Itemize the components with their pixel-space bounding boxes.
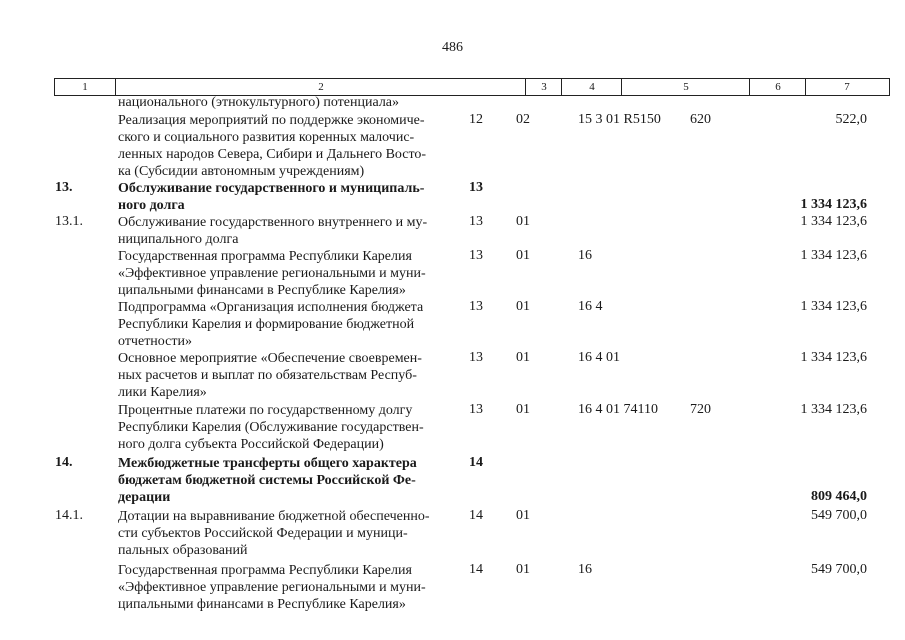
description-line: бюджетам бюджетной системы Российской Фе-: [118, 473, 416, 488]
description-line: Реализация мероприятий по поддержке экономиче-: [118, 113, 425, 128]
col-target-article: 16 4: [578, 299, 603, 314]
col-subsection: 01: [516, 299, 530, 314]
description-line: сти субъектов Российской Федерации и муници-: [118, 526, 408, 541]
col-target-article: 16 4 01: [578, 350, 620, 365]
row-description: [118, 402, 458, 453]
col-amount: 549 700,0: [811, 508, 867, 523]
row-description: [118, 562, 458, 613]
header-col-7: 7: [805, 79, 888, 95]
description-line: «Эффективное управление региональными и муни-: [118, 266, 426, 281]
description-line: ципальными финансами в Республике Карелия»: [118, 597, 406, 612]
col-target-article: 16: [578, 562, 592, 577]
description-line: ного долга: [118, 198, 185, 213]
col-target-article: 15 3 01 R5150: [578, 112, 661, 127]
description-line: дерации: [118, 490, 171, 505]
col-amount: 1 334 123,6: [800, 248, 867, 263]
col-subsection: 01: [516, 214, 530, 229]
page-number: 486: [442, 40, 463, 55]
description-line: ниципального долга: [118, 232, 239, 247]
row-description: [118, 299, 458, 350]
col-subsection: 02: [516, 112, 530, 127]
col-subsection: 01: [516, 248, 530, 263]
description-line: Подпрограмма «Организация исполнения бюджета: [118, 300, 424, 315]
description-line: ципальными финансами в Республике Карелия»: [118, 283, 406, 298]
row-description: [118, 180, 458, 214]
description-line: Обслуживание государственного внутреннего и му-: [118, 215, 428, 230]
row-description: [118, 350, 458, 401]
col-section: 14: [469, 508, 483, 523]
col-amount: 1 334 123,6: [800, 350, 867, 365]
row-number: 14.1.: [55, 508, 83, 523]
row-number: 13.1.: [55, 214, 83, 229]
row-number: 14.: [55, 455, 73, 470]
col-subsection: 01: [516, 508, 530, 523]
description-line: Основное мероприятие «Обеспечение своевремен-: [118, 351, 422, 366]
header-col-2: 2: [115, 79, 526, 95]
col-expense-type: 720: [690, 402, 711, 417]
row-description: [118, 455, 458, 506]
col-amount: 1 334 123,6: [800, 402, 867, 417]
description-line: «Эффективное управление региональными и муни-: [118, 580, 426, 595]
row-number: 13.: [55, 180, 73, 195]
row-description: [118, 508, 458, 559]
description-line: Межбюджетные трансферты общего характера: [118, 456, 417, 471]
description-line: Республики Карелия и формирование бюджетной: [118, 317, 415, 332]
header-col-5: 5: [621, 79, 750, 95]
header-col-1: 1: [82, 81, 88, 93]
description-line: Государственная программа Республики Карелия: [118, 249, 412, 264]
col-amount: 1 334 123,6: [800, 214, 867, 229]
col-amount: 1 334 123,6: [800, 299, 867, 314]
col-amount: 522,0: [835, 112, 867, 127]
header-col-6: 6: [749, 79, 806, 95]
col-target-article: 16 4 01 74110: [578, 402, 658, 417]
col-amount: 809 464,0: [811, 489, 867, 504]
description-line: Процентные платежи по государственному долгу: [118, 403, 413, 418]
header-col-3: 3: [525, 79, 562, 95]
description-line: лики Карелия»: [118, 385, 207, 400]
col-section: 12: [469, 112, 483, 127]
col-section: 13: [469, 214, 483, 229]
row-description: [118, 112, 458, 180]
col-subsection: 01: [516, 402, 530, 417]
col-amount: 549 700,0: [811, 562, 867, 577]
description-line: Дотации на выравнивание бюджетной обеспеченно-: [118, 509, 430, 524]
description-line: ского и социального развития коренных малочис-: [118, 130, 415, 145]
col-subsection: 01: [516, 562, 530, 577]
col-section: 13: [469, 180, 483, 195]
description-line: отчетности»: [118, 334, 192, 349]
col-subsection: 01: [516, 350, 530, 365]
col-section: 13: [469, 350, 483, 365]
col-section: 14: [469, 455, 483, 470]
description-line: ных расчетов и выплат по обязательствам Респуб-: [118, 368, 417, 383]
col-section: 14: [469, 562, 483, 577]
row-description: [118, 214, 458, 248]
col-section: 13: [469, 248, 483, 263]
description-line: ка (Субсидии автономным учреждениям): [118, 164, 365, 179]
description-line: Республики Карелия (Обслуживание государствен-: [118, 420, 424, 435]
header-col-4: 4: [561, 79, 622, 95]
col-section: 13: [469, 299, 483, 314]
description-line: ного долга субъекта Российской Федерации): [118, 437, 384, 452]
row-description: [118, 248, 458, 299]
col-amount: 1 334 123,6: [800, 197, 867, 212]
row-description: [118, 94, 458, 111]
description-line: Обслуживание государственного и муниципаль-: [118, 181, 425, 196]
col-target-article: 16: [578, 248, 592, 263]
description-line: Государственная программа Республики Карелия: [118, 563, 412, 578]
description-line: национального (этнокультурного) потенциала»: [118, 95, 400, 110]
col-expense-type: 620: [690, 112, 711, 127]
description-line: ленных народов Севера, Сибири и Дальнего Восто-: [118, 147, 427, 162]
col-section: 13: [469, 402, 483, 417]
description-line: пальных образований: [118, 543, 248, 558]
